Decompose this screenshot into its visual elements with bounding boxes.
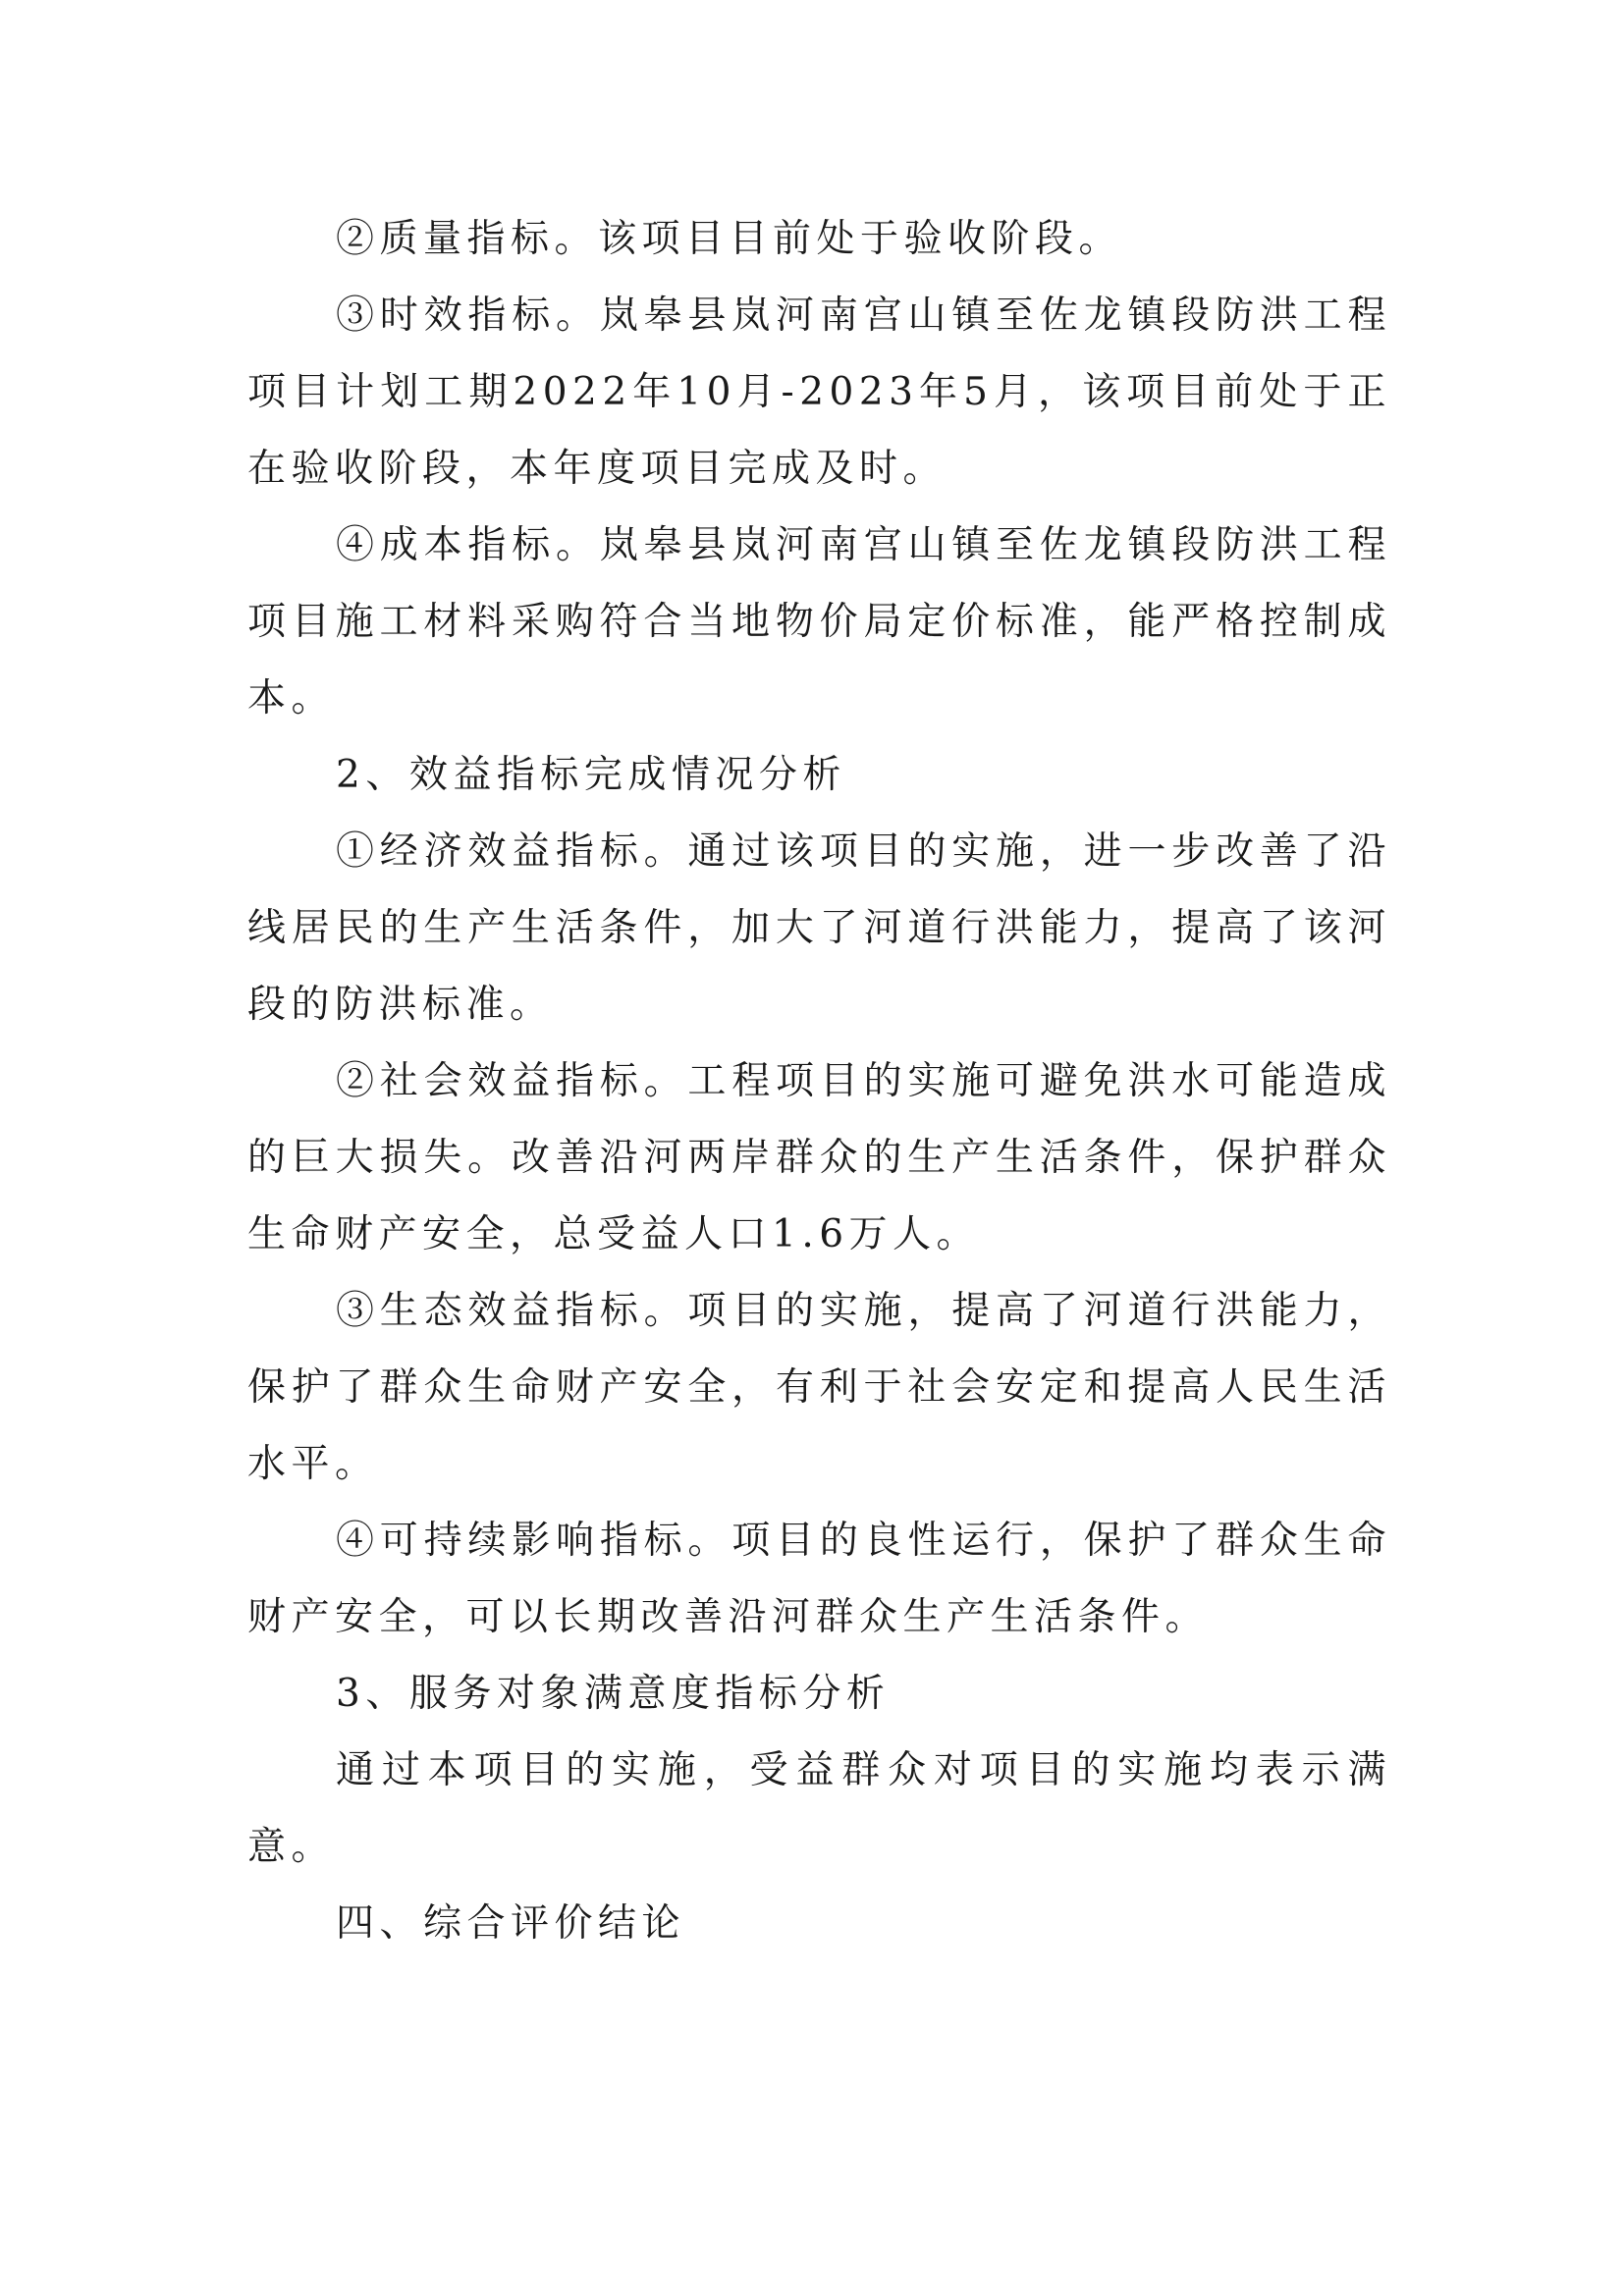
heading-satisfaction-analysis: 3、服务对象满意度指标分析 [336, 1672, 891, 1716]
document-body [247, 201, 1391, 1962]
paragraph-quality-indicator: ②质量指标。该项目目前处于验收阶段。 [336, 217, 1123, 261]
paragraph-cost-indicator: ④成本指标。岚皋县岚河南宫山镇至佐龙镇段防洪工程项目施工材料采购符合当地物价局定价标准，能严格控制成本。 [247, 523, 1391, 721]
paragraph-economic-benefit: ①经济效益指标。通过该项目的实施，进一步改善了沿线居民的生产生活条件，加大了河道行洪能力，提高了该河段的防洪标准。 [247, 829, 1391, 1027]
paragraph-sustainability: ④可持续影响指标。项目的良性运行，保护了群众生命财产安全，可以长期改善沿河群众生产生活条件。 [247, 1519, 1391, 1639]
paragraph-satisfaction: 通过本项目的实施，受益群众对项目的实施均表示满意。 [247, 1748, 1391, 1869]
paragraph-ecological-benefit: ③生态效益指标。项目的实施，提高了河道行洪能力，保护了群众生命财产安全，有利于社会安定和提高人民生活水平。 [247, 1289, 1391, 1486]
heading-benefit-indicators: 2、效益指标完成情况分析 [336, 753, 846, 797]
paragraph-timeliness-indicator: ③时效指标。岚皋县岚河南宫山镇至佐龙镇段防洪工程项目计划工期2022年10月-2023年5月，该项目前处于正在验收阶段，本年度项目完成及时。 [247, 294, 1391, 491]
heading-overall-conclusion: 四、综合评价结论 [336, 1901, 686, 1946]
paragraph-social-benefit: ②社会效益指标。工程项目的实施可避免洪水可能造成的巨大损失。改善沿河两岸群众的生产生活条件，保护群众生命财产安全，总受益人口1.6万人。 [247, 1059, 1391, 1256]
